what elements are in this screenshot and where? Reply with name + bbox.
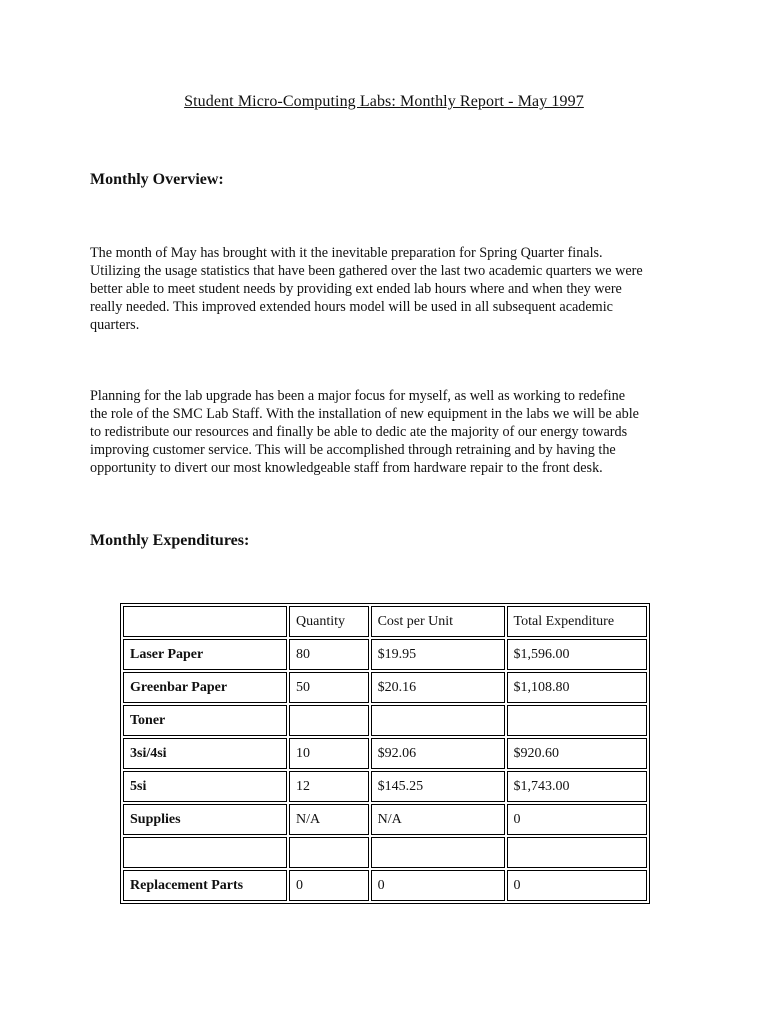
report-title: Student Micro-Computing Labs: Monthly Report - May 1997 xyxy=(184,93,584,110)
overview-paragraph-1 xyxy=(90,244,690,334)
item-cell: Toner xyxy=(123,705,287,736)
table-header-cell: Total Expenditure xyxy=(507,606,647,637)
total-cell: $920.60 xyxy=(507,738,647,769)
quantity-cell: 50 xyxy=(289,672,369,703)
paragraph-line: improving customer service. This will be accomplished through retraining and by having the xyxy=(90,442,616,458)
paragraph-line: really needed. This improved extended hours model will be used in all subsequent academic xyxy=(90,299,613,315)
paragraph-line: the role of the SMC Lab Staff. With the installation of new equipment in the labs we will be able xyxy=(90,406,639,422)
quantity-cell xyxy=(289,705,369,736)
total-cell xyxy=(507,705,647,736)
quantity-cell: 0 xyxy=(289,870,369,901)
table-header-cell: Cost per Unit xyxy=(371,606,505,637)
cost-cell: 0 xyxy=(371,870,505,901)
cost-cell: N/A xyxy=(371,804,505,835)
table-header-row xyxy=(123,606,647,637)
table-row xyxy=(123,837,647,868)
paragraph-line: better able to meet student needs by providing ext ended lab hours where and when they were xyxy=(90,281,622,297)
total-cell: $1,108.80 xyxy=(507,672,647,703)
paragraph-line: to redistribute our resources and finally be able to dedic ate the majority of our energy towards xyxy=(90,424,628,440)
monthly-overview-heading: Monthly Overview: xyxy=(90,171,224,188)
total-cell: 0 xyxy=(507,804,647,835)
overview-paragraph-2 xyxy=(90,387,690,477)
item-cell: Replacement Parts xyxy=(123,870,287,901)
quantity-cell: 12 xyxy=(289,771,369,802)
table-row xyxy=(123,705,647,736)
quantity-cell xyxy=(289,837,369,868)
item-cell xyxy=(123,837,287,868)
expenditures-table xyxy=(120,603,650,904)
paragraph-line: Planning for the lab upgrade has been a major focus for myself, as well as working to redefine xyxy=(90,388,626,404)
item-cell: Laser Paper xyxy=(123,639,287,670)
cost-cell xyxy=(371,837,505,868)
item-cell: 5si xyxy=(123,771,287,802)
total-cell: $1,596.00 xyxy=(507,639,647,670)
table-row xyxy=(123,771,647,802)
paragraph-line: The month of May has brought with it the inevitable preparation for Spring Quarter finals. xyxy=(90,245,603,261)
cost-cell xyxy=(371,705,505,736)
table-row xyxy=(123,639,647,670)
table-header-cell: Quantity xyxy=(289,606,369,637)
table-row xyxy=(123,738,647,769)
paragraph-line: quarters. xyxy=(90,317,140,333)
item-cell: 3si/4si xyxy=(123,738,287,769)
cost-cell: $145.25 xyxy=(371,771,505,802)
quantity-cell: 10 xyxy=(289,738,369,769)
cost-cell: $20.16 xyxy=(371,672,505,703)
monthly-expenditures-heading: Monthly Expenditures: xyxy=(90,532,250,549)
quantity-cell: N/A xyxy=(289,804,369,835)
total-cell xyxy=(507,837,647,868)
cost-cell: $92.06 xyxy=(371,738,505,769)
item-cell: Greenbar Paper xyxy=(123,672,287,703)
quantity-cell: 80 xyxy=(289,639,369,670)
table-row xyxy=(123,804,647,835)
total-cell: 0 xyxy=(507,870,647,901)
table-row xyxy=(123,672,647,703)
paragraph-line: Utilizing the usage statistics that have been gathered over the last two academic quarters we were xyxy=(90,263,643,279)
item-cell: Supplies xyxy=(123,804,287,835)
total-cell: $1,743.00 xyxy=(507,771,647,802)
table-row xyxy=(123,870,647,901)
paragraph-line: opportunity to divert our most knowledgeable staff from hardware repair to the front desk. xyxy=(90,460,603,476)
cost-cell: $19.95 xyxy=(371,639,505,670)
table-header-cell xyxy=(123,606,287,637)
